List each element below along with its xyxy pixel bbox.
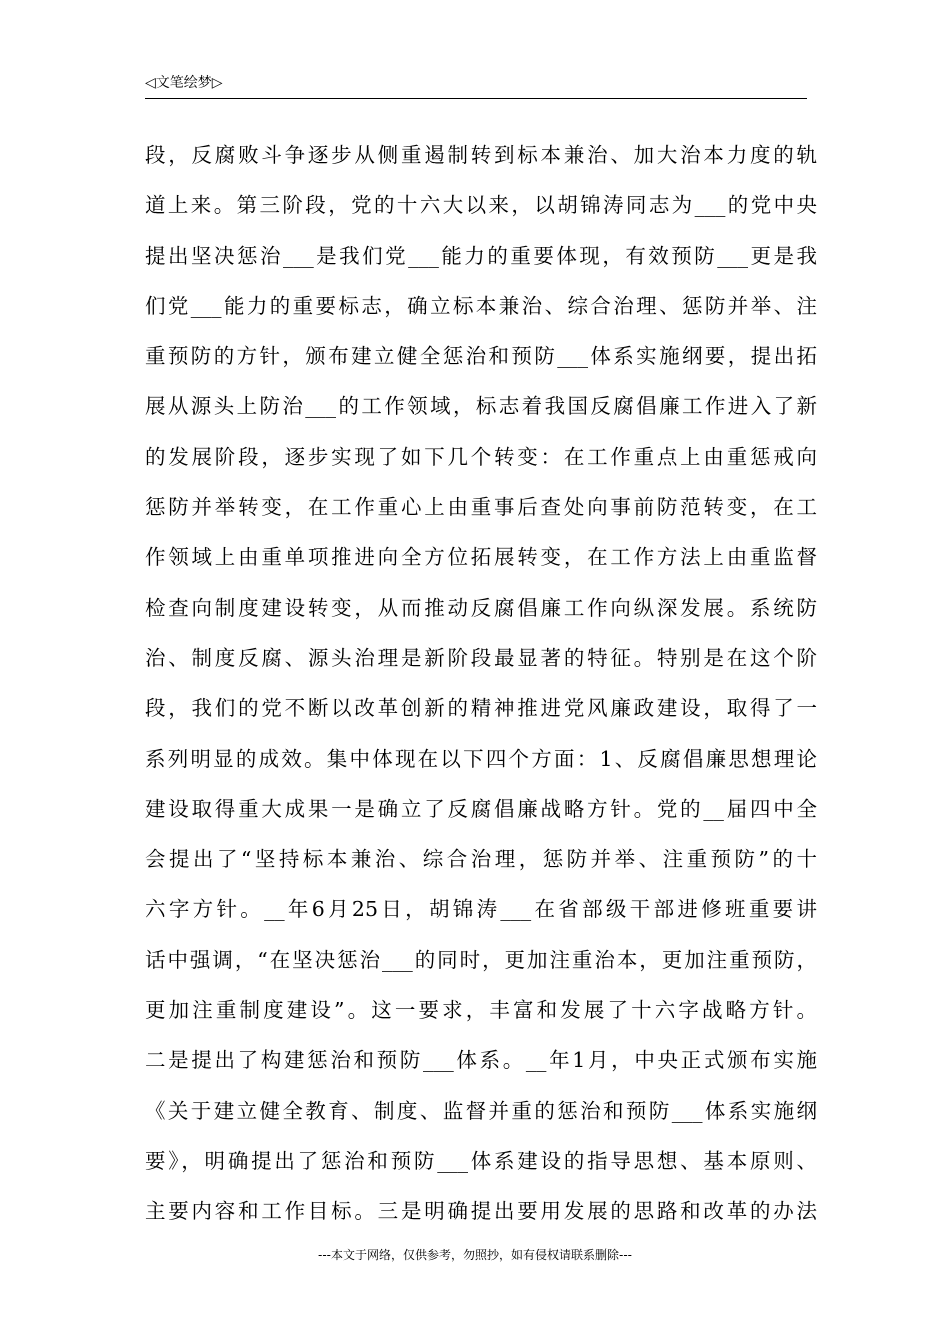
text-line: 二是提出了构建惩治和预防___体系。__年1月，中央正式颁布实施 (145, 1048, 817, 1073)
document-body (145, 130, 817, 1237)
text-line: 主要内容和工作目标。三是明确提出要用发展的思路和改革的办法 (145, 1199, 817, 1224)
text-line: 要》，明确提出了惩治和预防___体系建设的指导思想、基本原则、 (145, 1148, 817, 1173)
text-line: 段，反腐败斗争逐步从侧重遏制转到标本兼治、加大治本力度的轨 (145, 143, 817, 167)
text-line: 六字方针。__年6月25日，胡锦涛___在省部级干部进修班重要讲 (145, 897, 817, 922)
text-line: 系列明显的成效。集中体现在以下四个方面：1、反腐倡廉思想理论 (145, 746, 817, 771)
text-line: 话中强调，“在坚决惩治___的同时，更加注重治本，更加注重预防， (145, 947, 817, 972)
text-line: 惩防并举转变，在工作重心上由重事后查处向事前防范转变，在工 (145, 495, 817, 520)
text-line: 会提出了“坚持标本兼治、综合治理，惩防并举、注重预防”的十 (145, 847, 817, 872)
text-line: 段，我们的党不断以改革创新的精神推进党风廉政建设，取得了一 (145, 696, 817, 721)
text-line: 提出坚决惩治___是我们党___能力的重要体现，有效预防___更是我 (145, 243, 817, 268)
text-line: 更加注重制度建设”。这一要求，丰富和发展了十六字战略方针。 (145, 998, 817, 1023)
header-title: ◁文笔绘梦▷ (145, 75, 223, 91)
text-line: 治、制度反腐、源头治理是新阶段最显著的特征。特别是在这个阶 (145, 645, 817, 670)
text-line: 的发展阶段，逐步实现了如下几个转变：在工作重点上由重惩戒向 (145, 444, 817, 469)
text-line: 展从源头上防治___的工作领域，标志着我国反腐倡廉工作进入了新 (145, 394, 817, 419)
text-line: 重预防的方针，颁布建立健全惩治和预防___体系实施纲要，提出拓 (145, 344, 817, 369)
text-line: 道上来。第三阶段，党的十六大以来，以胡锦涛同志为___的党中央 (145, 193, 817, 218)
page-header (145, 72, 807, 99)
page-footer (0, 1247, 950, 1263)
footer-disclaimer: ---本文于网络，仅供参考，勿照抄，如有侵权请联系删除--- (318, 1248, 632, 1262)
text-line: 作领域上由重单项推进向全方位拓展转变，在工作方法上由重监督 (145, 545, 817, 570)
text-line: 检查向制度建设转变，从而推动反腐倡廉工作向纵深发展。系统防 (145, 595, 817, 620)
text-line: 《关于建立健全教育、制度、监督并重的惩治和预防___体系实施纲 (145, 1098, 817, 1123)
text-line: 们党___能力的重要标志，确立标本兼治、综合治理、惩防并举、注 (145, 293, 817, 318)
text-line: 建设取得重大成果一是确立了反腐倡廉战略方针。党的__届四中全 (145, 796, 817, 821)
